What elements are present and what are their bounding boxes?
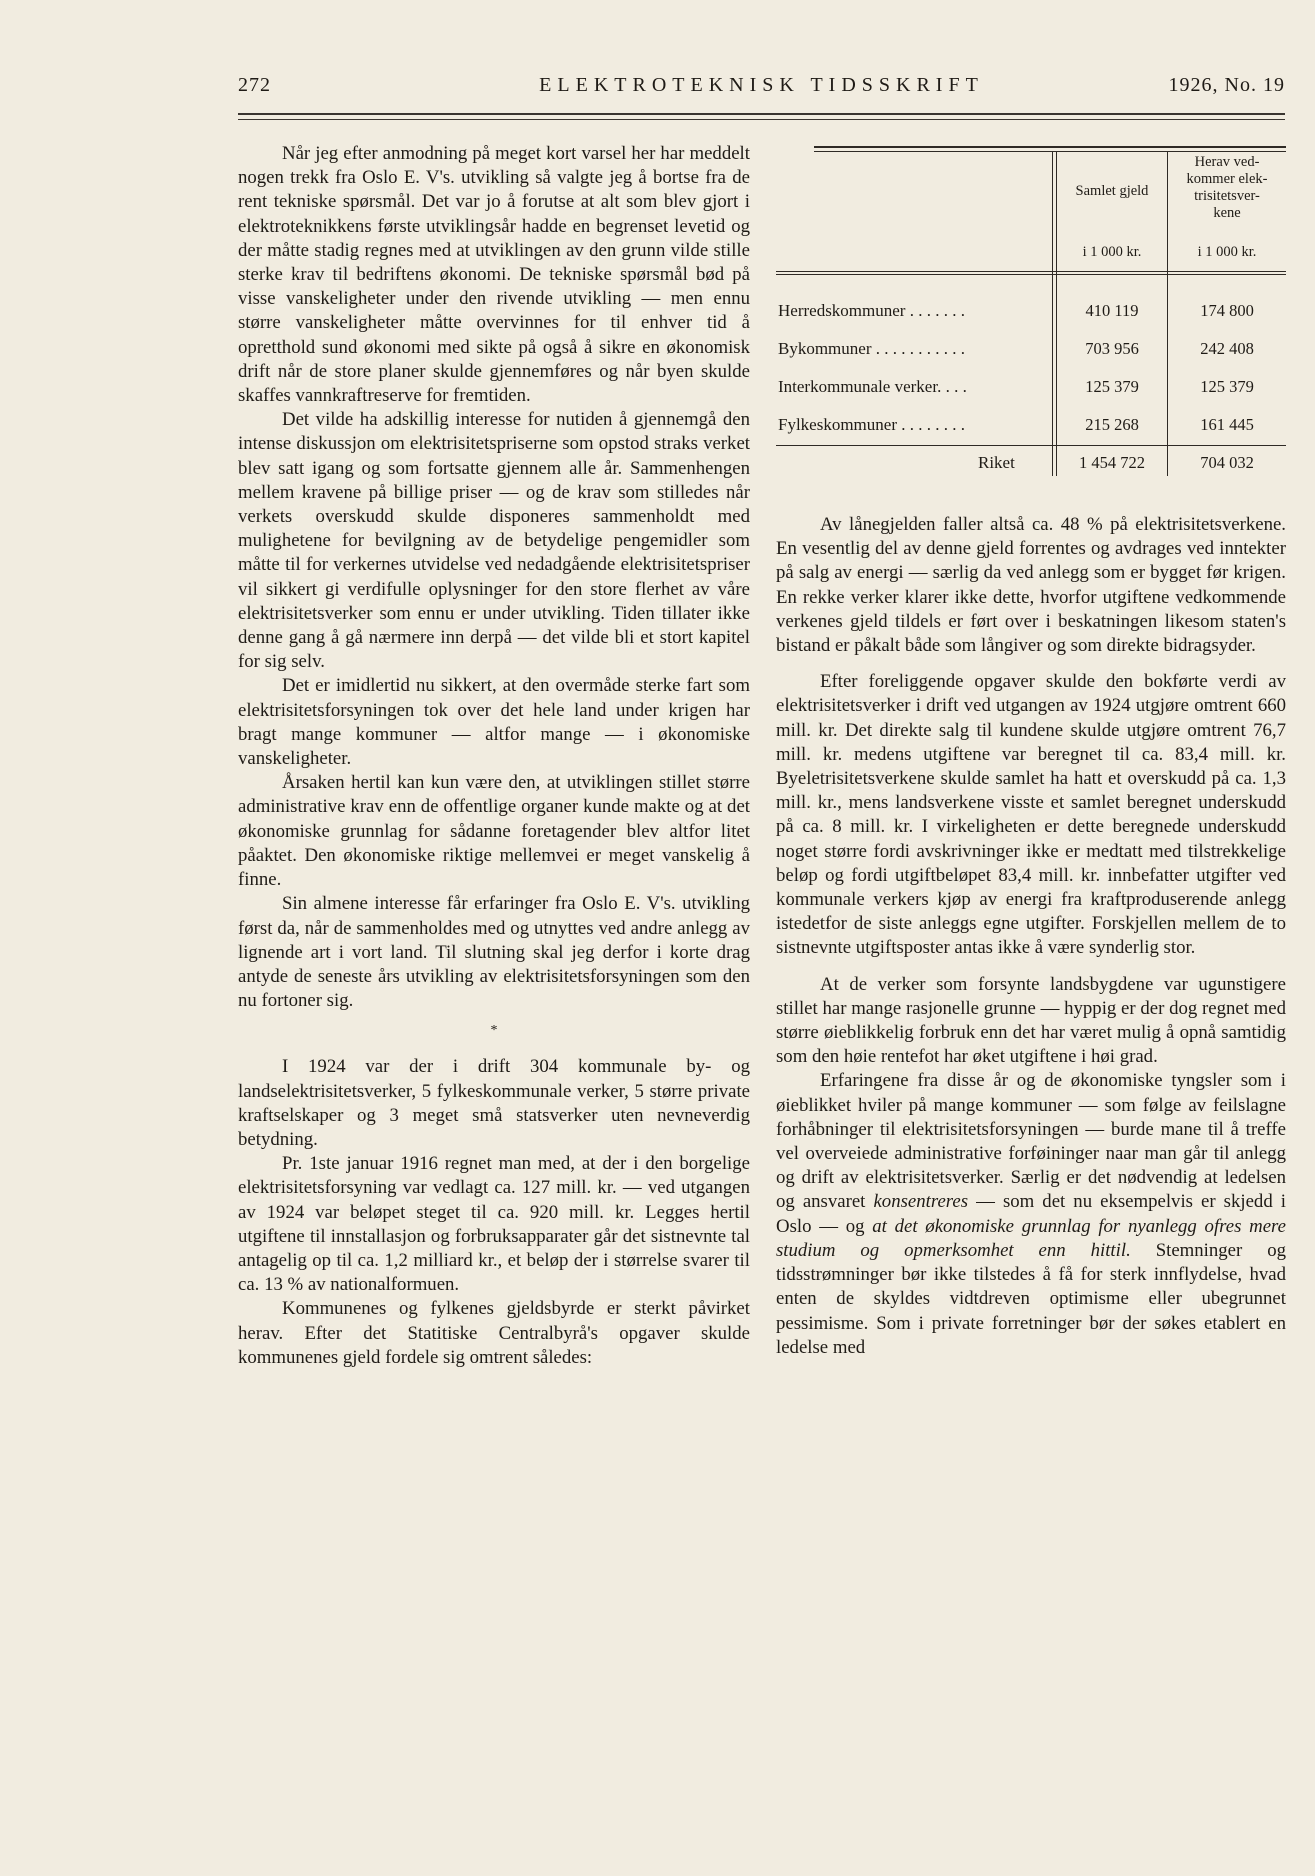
table-col-header-line: kommer elek- <box>1186 171 1268 187</box>
emphasis: at det økonomiske grunnlag for nyanlegg ofres mere studium og opmerksomhet enn hittil. <box>776 1215 1287 1261</box>
table-cell: 410 119 <box>1085 301 1139 320</box>
paragraph: Når jeg efter anmodning på meget kort varsel her har meddelt nogen trekk fra Oslo E. V's. utvikling så valgte jeg å bortse fra de rent tekniske spørsmål. Det var jo å forutse at alt som blev gjort i elektroteknikkens første utviklingsår hadde en begrenset levetid og der måtte stadig regnes med at utviklingen av den grunn vilde stille sterke krav til bedriftens økonomi. De tekniske spørsmål bød på visse vanskeligheter under den rivende utvikling — men ennu større vanskeligheter måtte overvinnes for til enhver tid å opretthold sund økonomi med sikte på også å sikre en økonomisk drift når de store planer skulde gjennemføres og når byen skulde skaffes vannkraftreserve for fremtiden. <box>238 143 750 407</box>
paragraph-gap <box>776 961 1286 973</box>
municipal-debt-table <box>776 140 1286 480</box>
table-row-label: Bykommuner . . . . . . . . . . . <box>778 339 965 358</box>
page-header <box>238 74 1285 104</box>
issue-label: 1926, No. 19 <box>1168 74 1285 96</box>
section-separator: * <box>490 1023 498 1039</box>
table-total-label: Riket <box>978 453 1015 472</box>
paragraph: Av lånegjelden faller altså ca. 48 % på elektrisitetsverkene. En vesentlig del av denne gjeld forrentes og avdrages ved inntekter på salg av energi — særlig da ved anlegg som er bygget før krigen. En rekke verker klarer ikke dette, hvorfor utgiftene vedkommende verkenes gjeld tildels er ført over i beskatningen likesom staten's bistand er påkalt både som långiver og som direkte bidragsyder. <box>776 514 1286 657</box>
table-top-rule <box>814 146 1286 148</box>
paragraph-gap <box>776 658 1286 670</box>
paragraph: Årsaken hertil kan kun være den, at utviklingen stillet større administrative krav enn de offentlige organer kunde makte og at det økonomiske grunnlag for sådanne foretagender blev altfor litet påaktet. Den økonomiske riktige mellemvei er meget vanskelig å finne. <box>238 772 750 891</box>
journal-title: ELEKTROTEKNISK TIDSSKRIFT <box>539 74 984 96</box>
header-rule-thin <box>238 119 1285 120</box>
table-col-header <box>1168 154 1286 222</box>
table-cell: 215 268 <box>1085 415 1139 434</box>
header-rule-thick <box>238 113 1285 115</box>
table-column-rule <box>1052 152 1053 476</box>
table-total-rule <box>776 445 1286 446</box>
paragraph: Efter foreliggende opgaver skulde den bokførte verdi av elektrisitetsverker i drift ved utgangen av 1924 utgjøre omtrent 660 mill. kr. Det direkte salg til kundene skulde utgjøre omtrent 76,7 mill. kr. medens utgiftene var beregnet til ca. 83,4 mill. kr. Byeletrisitetsverkene skulde samlet ha hatt et overskudd på ca. 1,3 mill. kr., mens landsverkene visste et samlet beregnet underskudd på ca. 8 mill. kr. I virkeligheten er dette beregnede underskudd noget større fordi avskrivninger ikke er medtatt med tilstrekkelige beløp og fordi utgiftbeløpet 83,4 mill. kr. innbefatter utgifter ved kommunale verkers kjøp av energi fra kraftproduserende anlegg istedetfor de siste anleggs egne utgifter. Forskjellen mellem de to sistnevnte utgiftsposter antas ikke å være synderlig stor. <box>776 671 1286 959</box>
table-total-cell: 704 032 <box>1200 453 1254 472</box>
table-col-header-line: kene <box>1213 205 1241 221</box>
table-cell: 174 800 <box>1200 301 1254 320</box>
paragraph: Pr. 1ste januar 1916 regnet man med, at der i den borgelige elektrisitetsforsyning var vedlagt ca. 127 mill. kr. — ved utgangen av 1924 var beløpet steget til ca. 920 mill. kr. Legges hertil utgiftene til innstallasjon og forbruksapparater går det sistnevnte tal antagelig op til ca. 1,2 milliard kr., et beløp der i størrelse svarer til ca. 13 % av nationalformuen. <box>238 1153 750 1296</box>
emphasis: konsentreres <box>873 1191 969 1213</box>
right-column <box>776 513 1286 1360</box>
table-row-label: Interkommunale verker. . . . <box>778 377 967 396</box>
table-col-header-line: trisitetsver- <box>1194 188 1260 204</box>
table-unit: i 1 000 kr. <box>1197 244 1257 260</box>
paragraph: Det er imidlertid nu sikkert, at den overmåde sterke fart som elektrisitetsforsyningen tok over det hele land under krigen har bragt mange kommuner — altfor mange — i økonomiske vanskeligheter. <box>238 675 750 770</box>
table-cell: 242 408 <box>1200 339 1254 358</box>
table-header-rule <box>776 271 1286 272</box>
table-cell: 703 956 <box>1085 339 1139 358</box>
paragraph <box>776 1069 1286 1359</box>
table-cell: 125 379 <box>1200 377 1254 396</box>
paragraph: Kommunenes og fylkenes gjeldsbyrde er sterkt påvirket herav. Efter det Statitiske Centralbyrå's opgaver skulde kommunenes gjeld fordele sig omtrent således: <box>238 1298 750 1368</box>
text-run: Stemninger og tidsstrømninger bør ikke tilstedes å få for sterk innflydelse, hvad enten de skyldes vidtdreven optimisme eller ubegrunnet pessimisme. Som i private forretninger bør der søkes etablert en ledelse med <box>776 1239 1286 1358</box>
page-number: 272 <box>238 74 271 96</box>
paragraph: At de verker som forsynte landsbygdene var ugunstigere stillet har mange rasjonelle grunne — hyppig er der dog regnet med større øieblikkelig forbruk enn det har været mulig å opnå samtidig som den høie rentefot har øket utgiftene i høi grad. <box>776 973 1286 1068</box>
table-header-rule-thin <box>776 274 1286 275</box>
table-unit: i 1 000 kr. <box>1082 244 1142 260</box>
table-row-label: Fylkeskommuner . . . . . . . . <box>778 415 965 434</box>
table-cell: 125 379 <box>1085 377 1139 396</box>
left-column <box>238 142 750 1370</box>
paragraph: I 1924 var der i drift 304 kommunale by- og landselektrisitetsverker, 5 fylkeskommunale verker, 5 større private kraftselskaper og 3 meget små statsverker uten nevneverdig betydning. <box>238 1056 750 1150</box>
paragraph: Sin almene interesse får erfaringer fra Oslo E. V's. utvikling først da, når de sammenholdes med og utnyttes ved andre anlegg av lignende art i vort land. Til slutning skal jeg derfor i korte drag antyde de seneste års utvikling av elektrisitetsforsyningen som den nu fortoner sig. <box>238 893 750 1012</box>
table-top-rule-thin <box>814 151 1286 152</box>
text-run: — som det nu eksempelvis er skjedd i Oslo — og <box>776 1191 1286 1237</box>
table-total-cell: 1 454 722 <box>1079 453 1145 472</box>
table-cell: 161 445 <box>1200 415 1254 434</box>
table-row-label: Herredskommuner . . . . . . . <box>778 301 965 320</box>
table-col-header: Samlet gjeld <box>1075 183 1149 199</box>
paragraph: Det vilde ha adskillig interesse for nutiden å gjennemgå den intense diskussjon om elektrisitetspriserne som opstod straks verket blev satt igang og som fortsatte gjennem alle år. Sammenhengen mellem kravene på billige priser — og de krav som stilledes når verkets overskudd skulde disponeres sammenholdt med mulighetene for bevilgning av de betydelige pengemidler som måtte til for verkernes utvidelse ved nedadgående elektrisitetspriser vil sikkert gi verdifulle oplysninger for den store flerhet av våre elektrisitetsverker som ennu er under utvikling. Tiden tillater ikke denne gang å gå nærmere inn derpå — det vilde bli et stort kapitel for sig selv. <box>238 409 750 673</box>
table-col-header-line: Herav ved- <box>1194 154 1260 170</box>
text-run: Erfaringene fra disse år og de økonomiske tyngsler som i øieblikket hviler på mange kommuner — som følge av feilslagne forhåbninger til elektrisitetsforsyningen — burde mane til å treffe vel overveiede administrative forføininger naar man går til anlegg og drift av elektrisitetsverker. Særlig er det nødvendig at ledelsen og ansvaret <box>776 1070 1286 1213</box>
